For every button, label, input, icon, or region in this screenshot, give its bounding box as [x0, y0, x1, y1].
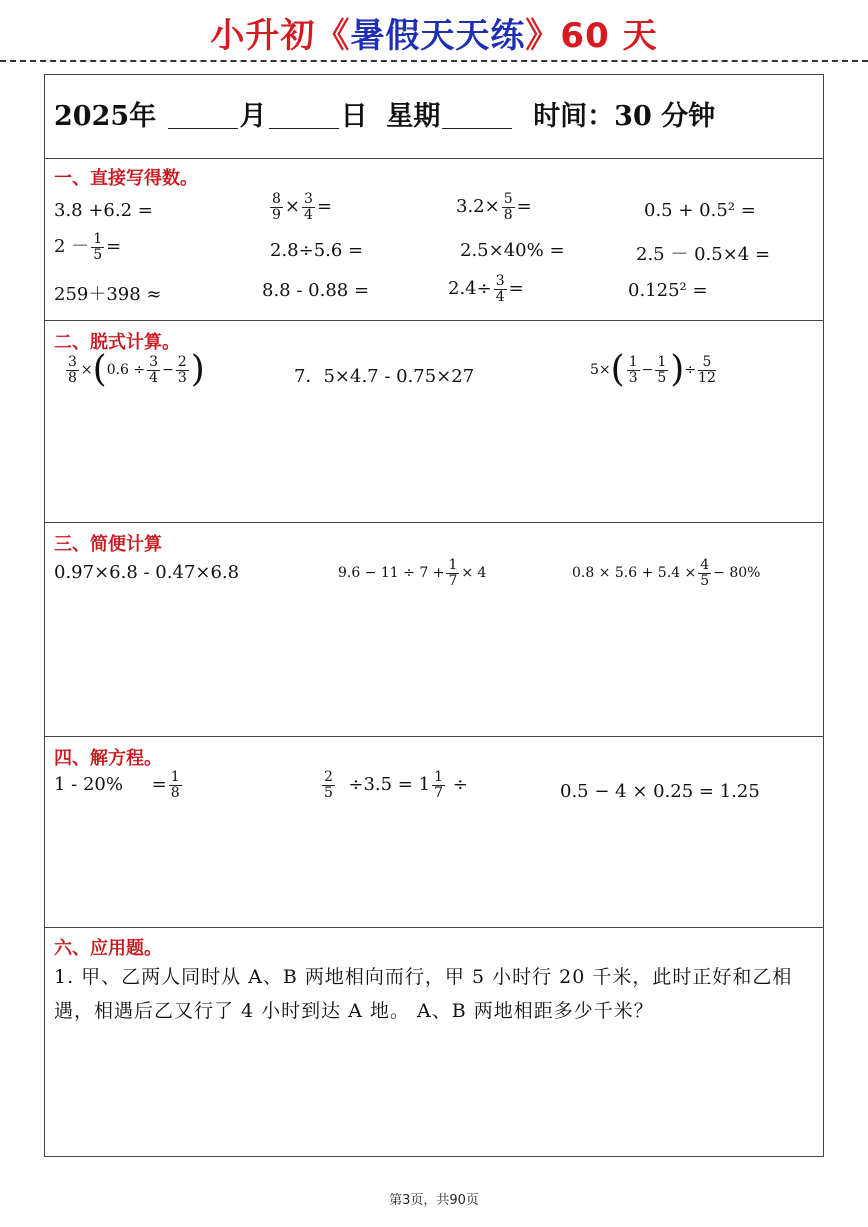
section-word-problem-title: 六、应用题。: [54, 938, 162, 959]
title-suffix: 》60 天: [525, 16, 658, 56]
page-footer: 第3页，共90页: [389, 1193, 479, 1208]
simple-3: 0.8 × 5.6 + 5.4 × $\frac{4}{5}$ − 80%: [572, 557, 761, 589]
oral-r1c3: 3.2× $\frac{5}{8}$ =: [456, 191, 532, 223]
oral-r2c4: 2.5 － 0.5×4 =: [636, 244, 771, 265]
oral-r1c1: 3.8 +6.2 =: [54, 200, 153, 221]
equation-3: 0.5 − 4 × 0.25 = 1.25: [560, 781, 760, 802]
oral-r3c3: 2.4÷ $\frac{3}{4}$ =: [448, 273, 524, 305]
oral-r2c3: 2.5×40% =: [460, 240, 565, 261]
divider-2: [44, 522, 824, 523]
day-blank[interactable]: [269, 104, 339, 129]
title-main: 暑假天天练: [350, 16, 526, 56]
section-simple-title: 三、简便计算: [54, 534, 162, 555]
simple-1: 0.97×6.8 - 0.47×6.8: [54, 562, 240, 583]
oral-r3c4: 0.125² =: [628, 280, 708, 301]
word-problem-text: 1. 甲、乙两人同时从 A、B 两地相向而行，甲 5 小时行 20 千米，此时正好和乙相遇，相遇后乙又行了 4 小时到达 A 地。 A、B 两地相距多少千米？: [54, 966, 793, 1022]
weekday-label: 星期: [386, 101, 441, 132]
calc-2: 7．5×4.7 - 0.75×27: [294, 366, 475, 387]
oral-r3c1: 259＋398 ≈: [54, 284, 162, 305]
section-oral-title: 一、直接写得数。: [54, 168, 198, 189]
section-calc-title: 二、脱式计算。: [54, 332, 180, 353]
day-label: 日: [340, 101, 368, 132]
date-header: [54, 94, 715, 133]
time-label: 时间：30 分钟: [533, 101, 716, 132]
oral-r1c4: 0.5 + 0.5² =: [644, 200, 756, 221]
oral-r2c2: 2.8÷5.6 =: [270, 240, 364, 261]
year-label: 2025年: [54, 101, 157, 132]
month-blank[interactable]: [168, 104, 238, 129]
oral-r1c2: $\frac{8}{9}$ × $\frac{3}{4}$ =: [272, 191, 333, 223]
oral-r2c1: 2 － $\frac{1}{5}$ =: [54, 231, 122, 263]
divider-1: [44, 320, 824, 321]
page-title: [0, 8, 868, 57]
equation-1: 1 - 20% = $\frac{1}{8}$: [54, 769, 180, 801]
section-equation-title: 四、解方程。: [54, 748, 162, 769]
divider-4: [44, 927, 824, 928]
oral-r3c2: 8.8 - 0.88 =: [262, 280, 370, 301]
dashed-divider: [0, 60, 868, 62]
calc-1: $\frac{3}{8}$ ×(0.6 ÷ $\frac{3}{4}$ − $\frac{2}{3}$ ): [68, 349, 205, 390]
month-label: 月: [239, 101, 267, 132]
weekday-blank[interactable]: [442, 104, 512, 129]
divider-3: [44, 736, 824, 737]
simple-2: 9.6 − 11 ÷ 7 + $\frac{1}{7}$ × 4: [338, 557, 487, 589]
calc-3: 5×( $\frac{1}{3}$ − $\frac{1}{5}$ )÷ $\frac{5}{12}$: [590, 349, 716, 390]
title-prefix: 小升初《: [210, 16, 351, 56]
equation-2: $\frac{2}{5}$ ÷3.5 = 1 $\frac{1}{7}$ ÷: [324, 769, 468, 801]
divider-header: [44, 158, 824, 159]
